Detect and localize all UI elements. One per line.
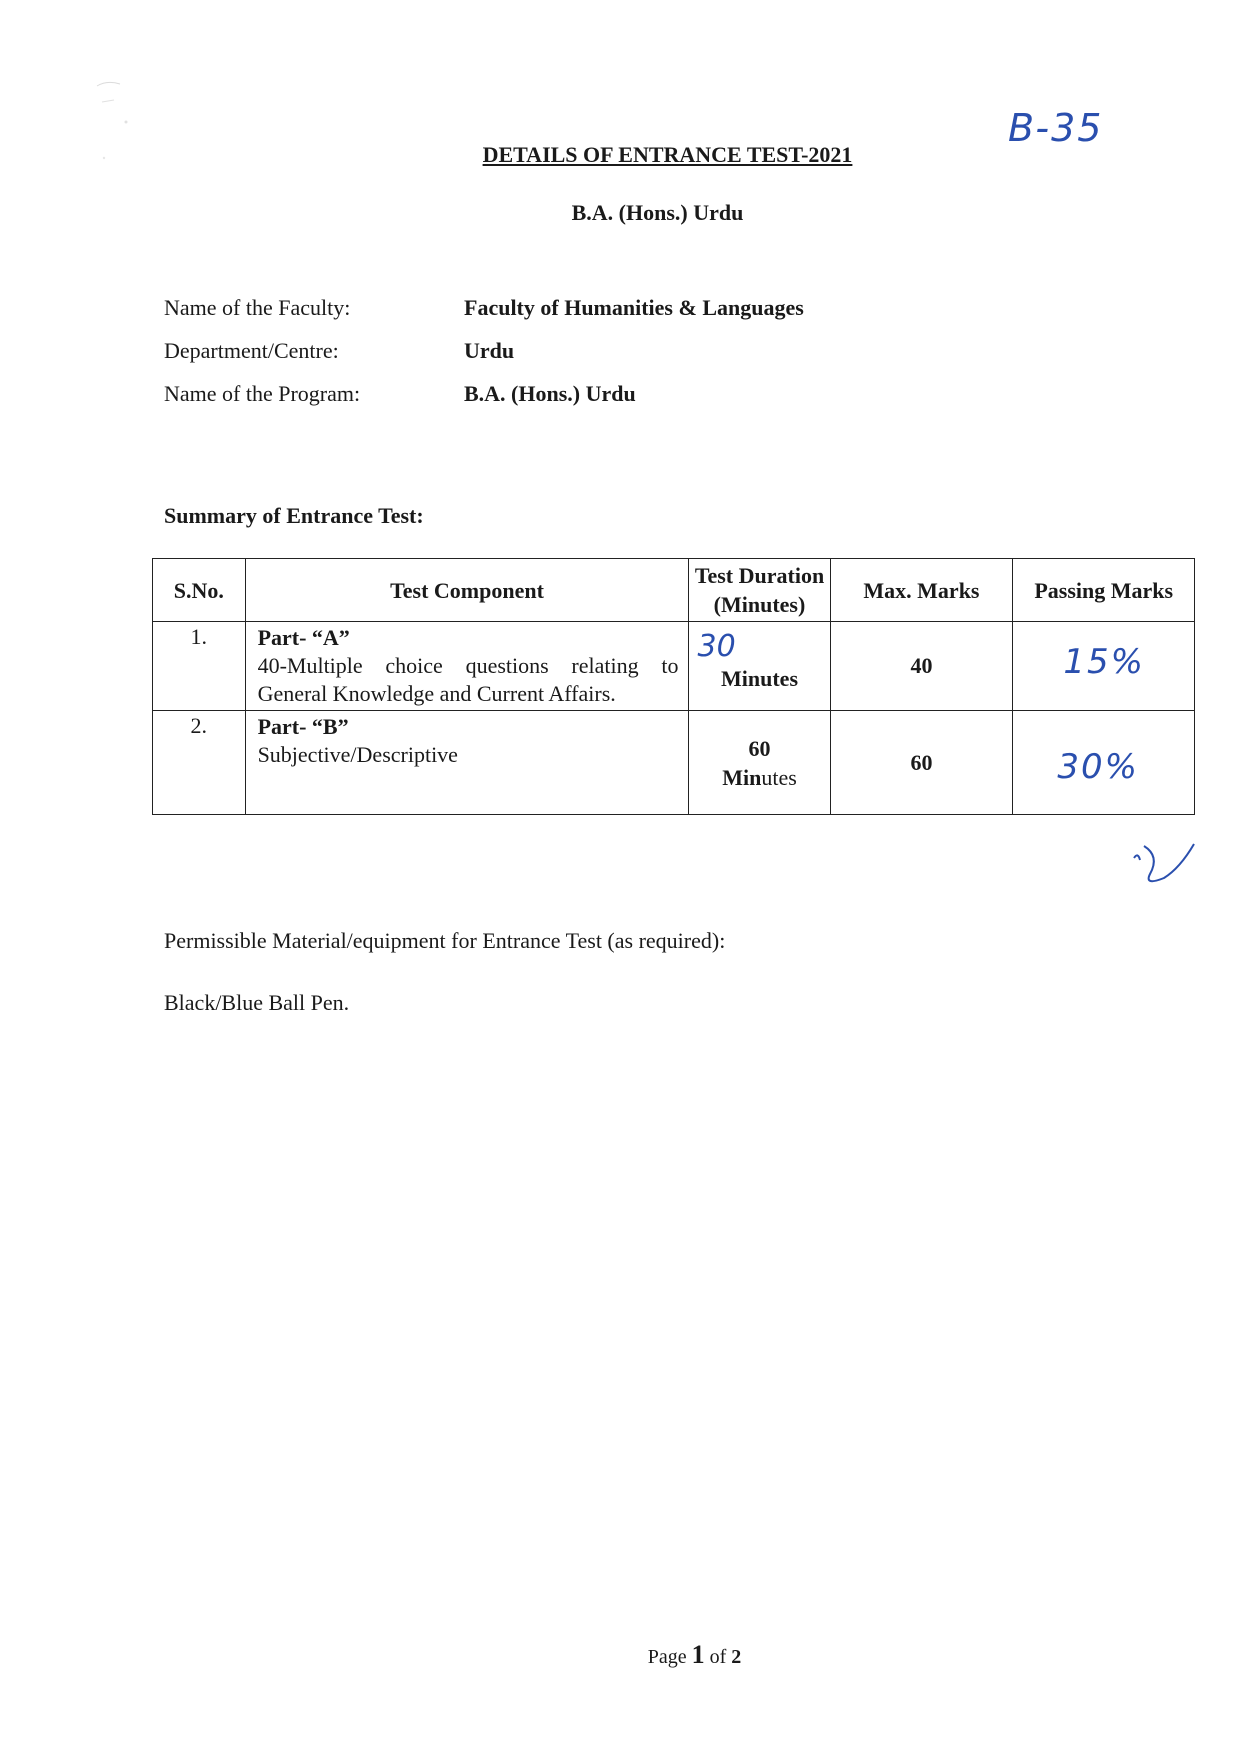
entrance-test-summary-table: [152, 558, 1195, 815]
header-test-duration: Test Duration (Minutes): [689, 559, 830, 622]
cell-test-duration: [689, 622, 830, 711]
info-value: Urdu: [464, 337, 515, 363]
info-value: Faculty of Humanities & Languages: [464, 294, 804, 320]
page-number-footer: Page 1 of 2: [647, 1640, 742, 1669]
handwritten-duration: 30: [697, 629, 736, 664]
page-subtitle: B.A. (Hons.) Urdu: [571, 200, 744, 225]
cell-test-duration: [689, 711, 830, 815]
summary-heading: Summary of Entrance Test:: [164, 503, 424, 528]
table-row: [153, 622, 1195, 711]
info-value: B.A. (Hons.) Urdu: [464, 380, 636, 406]
duration-unit: Minutes: [722, 764, 797, 790]
part-label: Part- “A”: [257, 625, 350, 650]
header-sno: S.No.: [153, 559, 246, 622]
cell-max-marks: 60: [830, 711, 1013, 815]
handwritten-reference-number: B-35: [1008, 106, 1104, 150]
handwritten-passing-marks: 30%: [1057, 747, 1139, 787]
handwritten-initials-signature: [1130, 838, 1200, 894]
part-label: Part- “B”: [257, 714, 349, 739]
cell-passing-marks: [1013, 711, 1195, 815]
cell-test-component: [245, 711, 689, 815]
component-description: General Knowledge and Current Affairs.: [257, 681, 616, 706]
cell-sno: 1.: [153, 622, 246, 711]
duration-unit: Minutes: [721, 665, 798, 691]
duration-value: 60: [748, 735, 771, 761]
info-label: Name of the Faculty:: [164, 294, 351, 320]
component-description: Subjective/Descriptive: [257, 742, 458, 767]
page-title: DETAILS OF ENTRANCE TEST-2021: [482, 142, 853, 167]
info-label: Name of the Program:: [164, 380, 361, 406]
permissible-material-label: Permissible Material/equipment for Entrance Test (as required):: [164, 928, 726, 953]
header-passing-marks: Passing Marks: [1013, 559, 1195, 622]
cell-test-component: [245, 622, 689, 711]
permissible-material-value: Black/Blue Ball Pen.: [164, 990, 350, 1015]
info-label: Department/Centre:: [164, 337, 339, 363]
table-row: [153, 711, 1195, 815]
program-info: [164, 286, 804, 415]
header-test-component: Test Component: [245, 559, 689, 622]
handwritten-passing-marks: 15%: [1063, 642, 1145, 682]
cell-passing-marks: [1013, 622, 1195, 711]
info-row-faculty: [164, 286, 804, 329]
cell-max-marks: 40: [830, 622, 1013, 711]
info-row-program: [164, 372, 804, 415]
info-row-department: [164, 329, 804, 372]
component-description: 40-Multiple choice questions relating to: [257, 653, 679, 678]
header-max-marks: Max. Marks: [830, 559, 1013, 622]
cell-sno: 2.: [153, 711, 246, 815]
table-header-row: [153, 559, 1195, 622]
